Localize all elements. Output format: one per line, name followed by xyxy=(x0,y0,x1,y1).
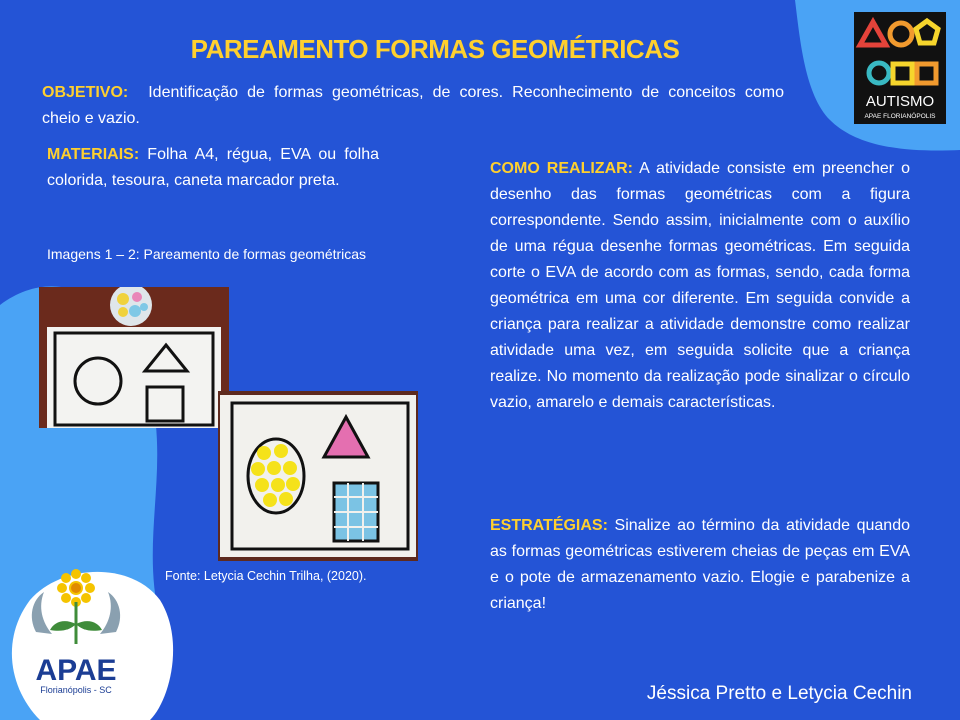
apae-name: APAE xyxy=(35,654,117,687)
objetivo-paragraph xyxy=(42,80,784,132)
estrategias-label: ESTRATÉGIAS: xyxy=(490,517,608,534)
page-title: PAREAMENTO FORMAS GEOMÉTRICAS xyxy=(190,34,680,64)
objetivo-text: Identificação de formas geométricas, de cores. Reconhecimento de conceitos como cheio e vazio. xyxy=(42,84,784,127)
estrategias-paragraph xyxy=(490,513,910,617)
images-caption: Imagens 1 – 2: Pareamento de formas geométricas xyxy=(47,246,367,262)
estrategias-text: Sinalize ao término da atividade quando as formas geométricas estiverem cheias de peças em EVA e o pote de armazenamento vazio. Elogie e parabenize a criança! xyxy=(490,517,910,612)
como-realizar-text: A atividade consiste em preencher o desenho das formas geométricas com a figura correspondente. Sendo assim, inicialmente com o auxílio de uma régua desenhe formas geométricas. Em seguida corte o EVA de acordo com as formas, sendo, cada forma geométrica em uma cor diferente. Em seguida convide a criança para realizar a atividade demonstre como realizar atividade uma vez, em seguida solicite que a criança realize. No momento da realização pode sinalizar o círculo vazio, amarelo e demais características. xyxy=(490,160,911,411)
autismo-sub: APAE FLORIANÓPOLIS xyxy=(864,113,936,120)
hand-right-icon xyxy=(100,592,120,634)
materiais-text: Folha A4, régua, EVA ou folha colorida, tesoura, caneta marcador preta. xyxy=(47,146,379,189)
authors: Jéssica Pretto e Letycia Cechin xyxy=(646,683,912,704)
autismo-logo xyxy=(854,12,946,124)
photo-1-empty-shapes xyxy=(39,287,229,428)
flower-icon xyxy=(57,569,95,607)
como-realizar-paragraph xyxy=(490,156,910,416)
objetivo-label: OBJETIVO: xyxy=(42,84,129,101)
apae-logo xyxy=(8,562,144,712)
materiais-label: MATERIAIS: xyxy=(47,146,140,163)
hand-left-icon xyxy=(32,592,52,634)
apae-sub: Florianópolis - SC xyxy=(40,685,112,695)
como-realizar-label: COMO REALIZAR: xyxy=(490,160,634,177)
source-caption: Fonte: Letycia Cechin Trilha, (2020). xyxy=(165,569,367,583)
autismo-name: AUTISMO xyxy=(865,93,935,110)
materiais-paragraph xyxy=(47,142,379,194)
photo-2-filled-shapes xyxy=(218,391,418,561)
autismo-shapes-icon xyxy=(854,12,946,124)
